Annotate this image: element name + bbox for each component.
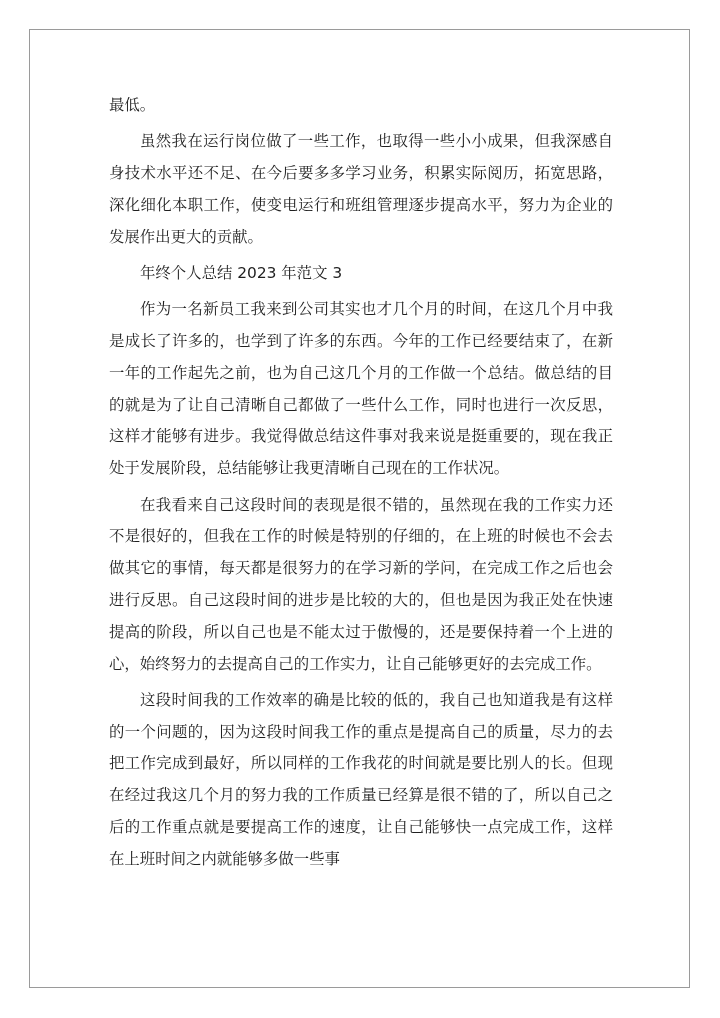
section-heading: 年终个人总结 2023 年范文 3: [140, 263, 343, 282]
paragraph: 作为一名新员工我来到公司其实也才几个月的时间，在这几个月中我是成长了许多的，也学到了许多的东西。今年的工作已经要结束了，在新一年的工作起先之前，也为自己这几个月的工作做一个总结。做总结的目的就是为了让自己清晰自己都做了一些什么工作，同时也进行一次反思，这样才能够有进步。我觉得做总结这件事对我来说是挺重要的，现在我正处于发展阶段，总结能够让我更清晰自己现在的工作状况。: [109, 300, 613, 478]
paragraph: 虽然我在运行岗位做了一些工作，也取得一些小小成果，但我深感自身技术水平还不足、在今后要多多学习业务，积累实际阅历，拓宽思路，深化细化本职工作，使变电运行和班组管理逐步提高水平，努力为企业的发展作出更大的贡献。: [109, 132, 613, 246]
paragraph: 这段时间我的工作效率的确是比较的低的，我自己也知道我是有这样的一个问题的，因为这段时间我工作的重点是提高自己的质量，尽力的去把工作完成到最好，所以同样的工作我花的时间就是要比别人的长。但现在经过我这几个月的努力我的工作质量已经算是很不错的了，所以自己之后的工作重点就是要提高工作的速度，让自己能够快一点完成工作，这样在上班时间之内就能够多做一些事: [109, 690, 613, 868]
paragraph: 在我看来自己这段时间的表现是很不错的，虽然现在我的工作实力还不是很好的，但我在工作的时候是特别的仔细的，在上班的时候也不会去做其它的事情，每天都是很努力的在学习新的学问，在完成工作之后也会进行反思。自己这段时间的进步是比较的大的，但也是因为我正处在快速提高的阶段，所以自己也是不能太过于傲慢的，还是要保持着一个上进的心，始终努力的去提高自己的工作实力，让自己能够更好的去完成工作。: [109, 495, 613, 673]
document-body: [109, 90, 613, 876]
paragraph-continuation: 最低。: [109, 96, 156, 114]
